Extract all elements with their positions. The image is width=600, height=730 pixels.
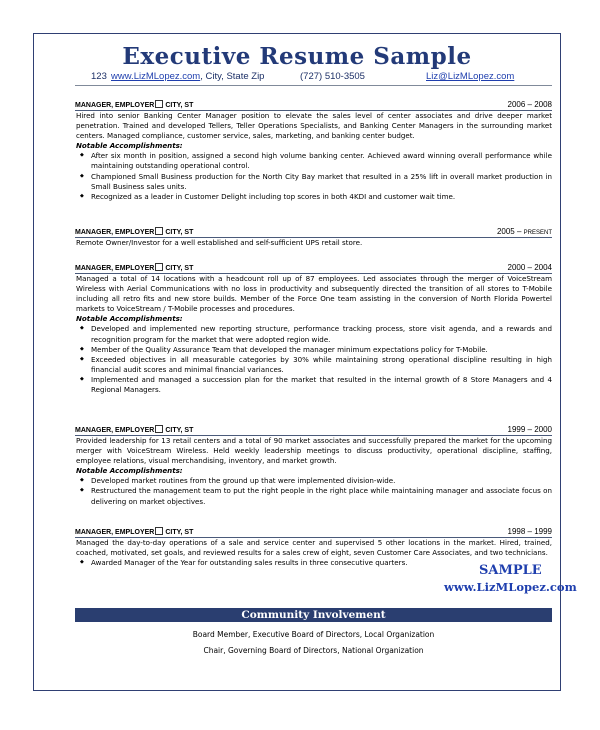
job-summary: Provided leadership for 13 retail centers and a total of 90 market associates and successfully prepared the market for the upcoming merger with VoiceStream Wireless. Held weekly leadership meetings to discuss productivity, operational discipline, staffing, employee relations, visual merchandising, inventory, and market growth. xyxy=(76,436,552,466)
list-item: ◆ Developed market routines from the ground up that were implemented division-wide. xyxy=(76,476,552,486)
list-item: ◆ Member of the Quality Assurance Team that developed the manager minimum expectations policy for T-Mobile. xyxy=(76,345,552,355)
community-heading: Community Involvement xyxy=(75,608,552,622)
header-divider xyxy=(75,85,552,86)
resume-title: Executive Resume Sample xyxy=(122,43,472,70)
job-summary: Managed a total of 14 locations with a headcount roll up of 87 employees. Led associates through the merger of VoiceStream Wireless with Aerial Communications with no loss in productivity and subsequently directed the transition of all stores to T-Mobile including all retro fits and new store builds. Member of the Force One team assisting in the conversion of North Florida Powertel markets to VoiceStream / T-Mobile processes and procedures. xyxy=(76,274,552,314)
accomplishment-list xyxy=(76,151,552,201)
list-item: ◆ Championed Small Business production for the North City Bay market that resulted in a 25% lift in overall market production in Small Business sales units. xyxy=(76,172,552,192)
list-item: ◆ Awarded Manager of the Year for outstanding sales results in three consecutive quarters. xyxy=(76,558,552,568)
city-state: , City, State Zip xyxy=(200,71,265,82)
website-link[interactable]: www.LizMLopez.com xyxy=(111,71,201,82)
square-icon xyxy=(155,227,163,235)
job-dates: 2006 – 2008 xyxy=(507,100,552,109)
list-item: ◆ Implemented and managed a succession plan for the market that resulted in the internal growth of 8 Store Managers and 4 Regional Managers. xyxy=(76,375,552,395)
job-heading: MANAGER, EMPLOYER CITY, ST 2005 – PRESENT xyxy=(75,227,552,236)
job-summary: Managed the day-to-day operations of a sale and service center and supervised 5 other locations in the market. Hired, trained, coached, motivated, set goals, and reviewed results for a sales crew of eight, seven Customer Care Associates, and two technicians. xyxy=(76,538,552,558)
square-icon xyxy=(155,527,163,535)
job-body xyxy=(76,238,552,248)
accomplishments-label: Notable Accomplishments: xyxy=(76,314,183,324)
job-heading: MANAGER, EMPLOYER CITY, ST 2006 – 2008 xyxy=(75,100,552,109)
job-heading: MANAGER, EMPLOYER CITY, ST 1999 – 2000 xyxy=(75,425,552,434)
job-body xyxy=(76,274,552,395)
job-dates: 1999 – 2000 xyxy=(507,425,552,434)
accomplishments-label: Notable Accomplishments: xyxy=(76,466,183,476)
job-dates: 2000 – 2004 xyxy=(507,263,552,272)
resume-page xyxy=(33,33,577,691)
job-dates: 2005 – PRESENT xyxy=(496,227,552,236)
job-heading: MANAGER, EMPLOYER CITY, ST 1998 – 1999 xyxy=(75,527,552,536)
address-number: 123 xyxy=(91,71,107,82)
community-item: Chair, Governing Board of Directors, National Organization xyxy=(203,646,424,655)
list-item: ◆ Restructured the management team to put the right people in the right place while maintaining manager and associate focus on delivering on market objectives. xyxy=(76,486,552,506)
community-item: Board Member, Executive Board of Directors, Local Organization xyxy=(192,630,435,639)
accomplishments-label: Notable Accomplishments: xyxy=(76,141,183,151)
email-link[interactable]: Liz@LizMLopez.com xyxy=(426,71,515,82)
accomplishment-list xyxy=(76,476,552,506)
square-icon xyxy=(155,100,163,108)
list-item: ◆ Developed and implemented new reporting structure, performance tracking process, store visit agenda, and a rewards and recognition program for the market that were adopted region wide. xyxy=(76,324,552,344)
list-item: ◆ Exceeded objectives in all measurable categories by 30% while maintaining strong operational discipline resulting in high financial audit scores and minimal financial variances. xyxy=(76,355,552,375)
sample-watermark: SAMPLE www.LizMLopez.com xyxy=(444,563,577,594)
accomplishment-list xyxy=(76,324,552,395)
job-summary: Hired into senior Banking Center Manager position to elevate the sales level of center associates and drive deeper market penetration. Trained and developed Tellers, Teller Operations Specialists, and Banking Center Managers in the surrounding market centers. Managed compliance, customer service, sales, marketing, and banking center budget. xyxy=(76,111,552,141)
square-icon xyxy=(155,263,163,271)
square-icon xyxy=(155,425,163,433)
job-summary: Remote Owner/Investor for a well established and self-sufficient UPS retail store. xyxy=(76,238,363,247)
list-item: ◆ Recognized as a leader in Customer Delight including top scores in both 4KDI and customer wait time. xyxy=(76,192,552,202)
contact-line xyxy=(34,71,560,84)
job-dates: 1998 – 1999 xyxy=(507,527,552,536)
job-body xyxy=(76,111,552,202)
list-item: ◆ After six month in position, assigned a second high volume banking center. Achieved award winning overall performance while maintaining outstanding operational control. xyxy=(76,151,552,171)
job-heading: MANAGER, EMPLOYER CITY, ST 2000 – 2004 xyxy=(75,263,552,272)
job-body xyxy=(76,436,552,507)
phone-number: (727) 510-3505 xyxy=(300,71,365,82)
